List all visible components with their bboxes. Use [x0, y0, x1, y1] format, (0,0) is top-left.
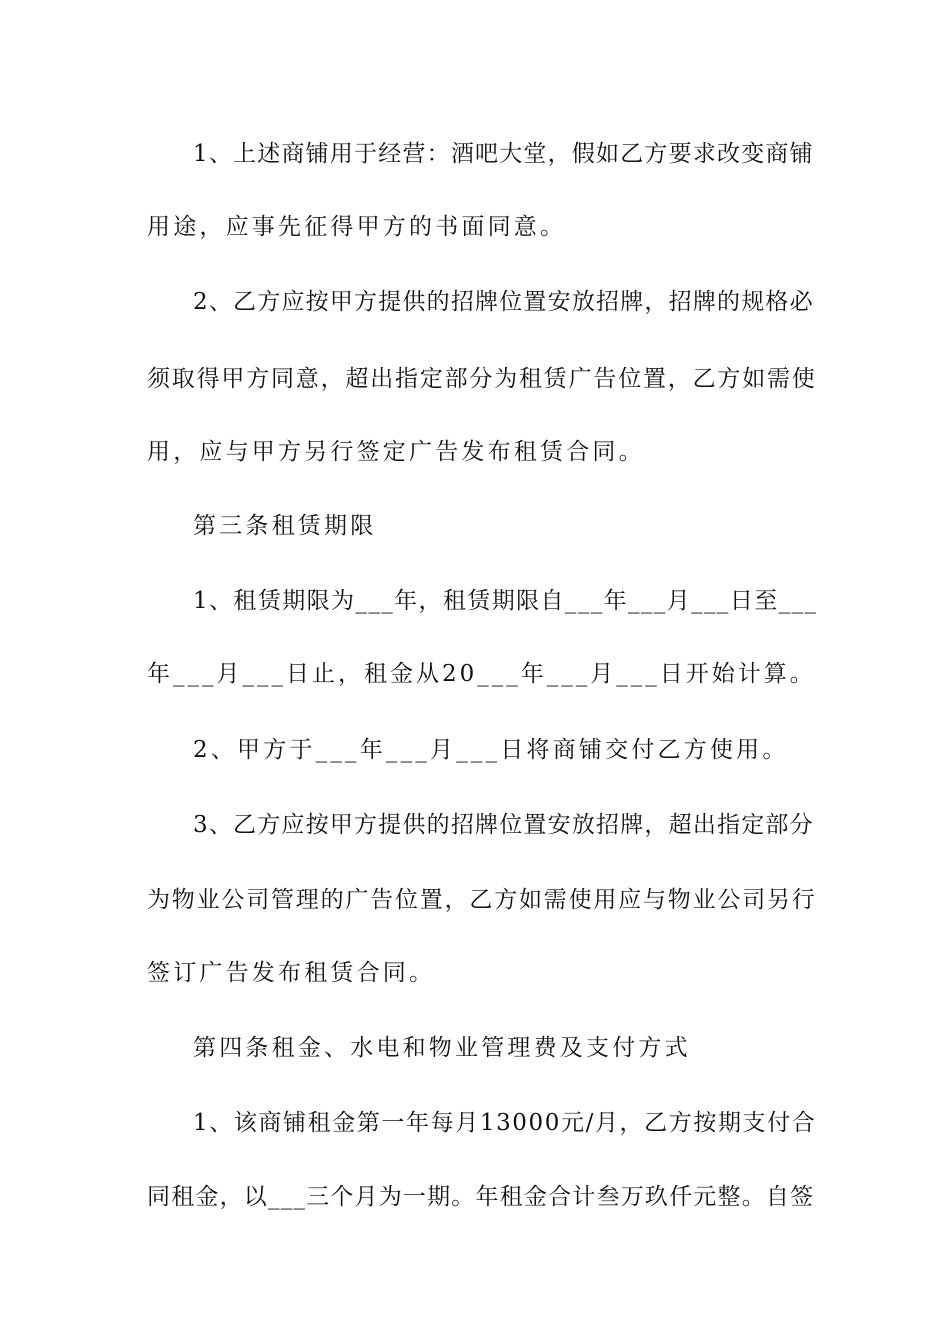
text-line: 1、该商铺租金第一年每月13000元/月，乙方按期支付合 [193, 1110, 817, 1136]
text-line: 为物业公司管理的广告位置，乙方如需使用应与物业公司另行 [147, 887, 817, 913]
text-line: 用途，应事先征得甲方的书面同意。 [147, 214, 567, 240]
text-line: 2、甲方于___年___月___日将商铺交付乙方使用。 [193, 737, 789, 763]
section-heading: 第四条租金、水电和物业管理费及支付方式 [193, 1035, 691, 1061]
text-line: 1、租赁期限为___年，租赁期限自___年___月___日至___ [193, 588, 818, 614]
text-line: 年___月___日止，租金从20___年___月___日开始计算。 [147, 661, 816, 687]
text-line: 须取得甲方同意，超出指定部分为租赁广告位置，乙方如需使 [147, 366, 817, 392]
text-line: 用，应与甲方另行签定广告发布租赁合同。 [147, 439, 645, 465]
text-line: 1、上述商铺用于经营：酒吧大堂，假如乙方要求改变商铺 [193, 141, 814, 167]
section-heading: 第三条租赁期限 [193, 513, 377, 539]
text-line: 2、乙方应按甲方提供的招牌位置安放招牌，招牌的规格必 [193, 289, 814, 315]
text-line: 3、乙方应按甲方提供的招牌位置安放招牌，超出指定部分 [193, 812, 814, 838]
text-line: 同租金，以___三个月为一期。年租金合计叁万玖仟元整。自签 [147, 1184, 815, 1210]
text-line: 签订广告发布租赁合同。 [147, 960, 436, 986]
